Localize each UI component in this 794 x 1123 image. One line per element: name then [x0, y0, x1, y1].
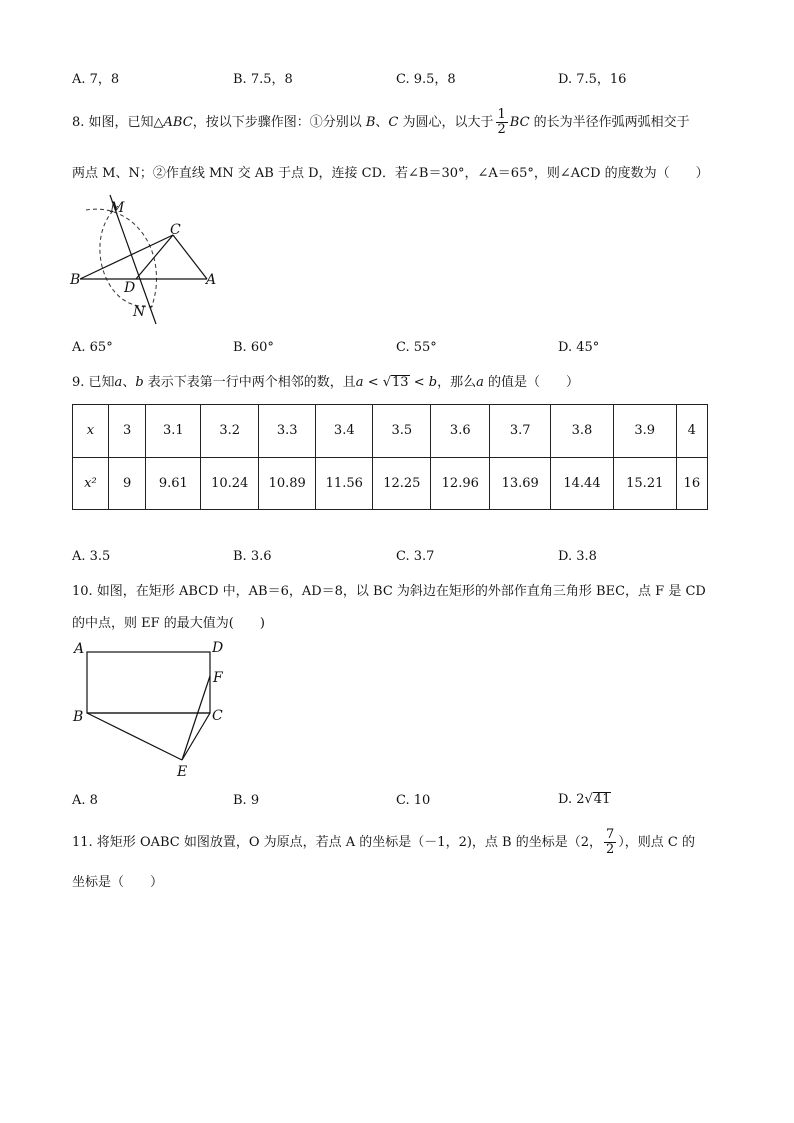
q10-label-c: C — [212, 708, 223, 724]
q8-segment-ca — [173, 235, 207, 279]
q9-option-a: A. 3.5 — [72, 549, 111, 564]
q8-label-n: N — [133, 304, 146, 320]
table-cell: 10.24 — [201, 457, 259, 510]
q8-option-b: B. 60° — [233, 340, 274, 355]
table-cell: 3.5 — [373, 405, 431, 458]
q10-label-a: A — [74, 641, 85, 657]
table-cell: 11.56 — [316, 457, 373, 510]
table-cell: 16 — [676, 457, 707, 510]
q10-option-c: C. 10 — [396, 793, 431, 808]
q8-label-a: A — [206, 272, 217, 288]
table-row — [73, 405, 708, 458]
table-cell: 3.9 — [613, 405, 676, 458]
q8-figure — [66, 188, 236, 328]
q8-label-m: M — [110, 200, 125, 216]
squares-table — [72, 404, 708, 510]
q10-segment-ef — [182, 676, 210, 760]
table-cell: 13.69 — [490, 457, 551, 510]
q10-segment-ec — [182, 713, 210, 760]
q10-rectangle-abcd — [87, 652, 210, 713]
q8-label-d: D — [124, 280, 136, 296]
q7-option-d: D. 7.5，16 — [558, 72, 627, 87]
table-cell: 14.44 — [551, 457, 614, 510]
q11-stem-line2: 坐标是（ ） — [72, 875, 164, 890]
table-row — [73, 457, 708, 510]
q10-label-f: F — [213, 670, 223, 686]
table-row-header: x — [73, 405, 109, 458]
q8-stem-line2: 两点 M、N；②作直线 MN 交 AB 于点 D，连接 CD．若∠B＝30°，∠A＝65°，则∠ACD 的度数为（ ） — [72, 166, 709, 181]
q10-segment-be — [87, 713, 182, 760]
q8-stem-line1: 8. 如图，已知△ABC，按以下步骤作图：①分别以 B、C 为圆心，以大于 $\frac{1}{2}$ BC 的长为半径作弧两弧相交于 — [72, 107, 690, 137]
q10-figure — [66, 636, 236, 781]
q8-option-d: D. 45° — [558, 340, 600, 355]
q8-segment-cd — [136, 235, 173, 279]
table-cell: 3.1 — [146, 405, 201, 458]
q10-option-b: B. 9 — [233, 793, 260, 808]
table-row-header: x² — [73, 457, 109, 510]
q10-stem-line2: 的中点，则 EF 的最大值为( ) — [72, 616, 265, 631]
q7-option-c: C. 9.5，8 — [396, 72, 456, 87]
table-cell: 12.25 — [373, 457, 431, 510]
table-cell: 3.8 — [551, 405, 614, 458]
table-cell: 3.6 — [431, 405, 490, 458]
q9-option-b: B. 3.6 — [233, 549, 272, 564]
q10-option-a: A. 8 — [72, 793, 98, 808]
q10-stem-line1: 10. 如图，在矩形 ABCD 中，AB＝6，AD＝8，以 BC 为斜边在矩形的外部作直角三角形 BEC，点 F 是 CD — [72, 584, 706, 599]
q8-label-b: B — [70, 272, 81, 288]
table-cell: 15.21 — [613, 457, 676, 510]
table-cell: 3.2 — [201, 405, 259, 458]
table-cell: 3.3 — [259, 405, 316, 458]
table-cell: 9.61 — [146, 457, 201, 510]
table-cell: 3.4 — [316, 405, 373, 458]
q9-stem: 9. 已知a、b 表示下表第一行中两个相邻的数，且a < √13 < b，那么a 的值是（ ） — [72, 375, 579, 390]
q9-option-d: D. 3.8 — [558, 549, 597, 564]
q10-label-b: B — [73, 709, 84, 725]
table-cell: 9 — [108, 457, 146, 510]
table-cell: 12.96 — [431, 457, 490, 510]
table-cell: 3.7 — [490, 405, 551, 458]
q8-option-a: A. 65° — [72, 340, 113, 355]
q8-option-c: C. 55° — [396, 340, 437, 355]
q10-label-e: E — [177, 764, 188, 780]
table-cell: 4 — [676, 405, 707, 458]
table-cell: 3 — [108, 405, 146, 458]
q10-option-d: D. 2√41 — [558, 792, 611, 807]
q7-option-a: A. 7，8 — [72, 72, 120, 87]
q9-option-c: C. 3.7 — [396, 549, 435, 564]
q8-half-fraction: $\frac{1}{2}$ — [497, 107, 506, 137]
table-cell: 10.89 — [259, 457, 316, 510]
q11-stem-line1: 11. 将矩形 OABC 如图放置，O 为原点，若点 A 的坐标是（－1，2)，点 B 的坐标是（2， $\frac{7}{2}$ ），则点 C 的 — [72, 827, 696, 857]
q10-label-d: D — [212, 640, 224, 656]
q8-label-c: C — [170, 222, 181, 238]
q11-fraction: $\frac{7}{2}$ — [606, 827, 615, 857]
q7-option-b: B. 7.5，8 — [233, 72, 293, 87]
